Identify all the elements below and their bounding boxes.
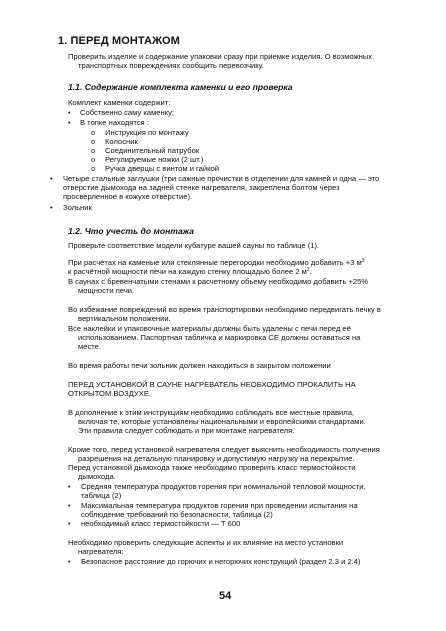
paragraph-line: Все наклейки и упаковочные материалы должны быть удалены с печи перед её (68, 324, 351, 333)
paragraph-line: В саунах с бревенчатыми стенами к расчетному обьему необходимо добавить +25% (68, 277, 369, 286)
page-number: 54 (219, 590, 232, 602)
firebox-item: Соединительный патрубок (105, 146, 200, 155)
paragraph-line: мощности печи. (78, 286, 135, 295)
paragraph-line: В дополнение к этим инструкциям необходимо соблюдать все местные правила, (68, 408, 355, 417)
paragraph-line: вертикальном положении. (78, 314, 171, 323)
plugs-line: Четыре стальные заглушки (три сажные прочистки в отделении для камней и одна — это (63, 174, 380, 183)
firebox-item: Ручка дверцы с винтом и гайкой (105, 164, 219, 173)
plugs-line: просверленное в кожухе отверстие). (63, 192, 193, 201)
bullet-icon: • (50, 174, 53, 183)
subsection-title: 1.2. Что учесть до монтажа (68, 226, 194, 236)
circle-bullet-icon: o (91, 146, 96, 155)
paragraph-line: Во избежание повреждений во время транспортировки необходимо передвигать печку в (68, 305, 381, 314)
intro-line: транспортных повреждениях сообщить перевозчику. (78, 61, 264, 70)
paragraph: Проверьте соответствие модели кубатуре вашей сауны по таблице (1). (68, 241, 320, 250)
chimney-item: таблица (2) (81, 491, 122, 500)
kit-item: Собственно саму каменку; (80, 108, 175, 117)
kit-intro: Комплект каменки содержит: (68, 98, 171, 107)
bullet-icon: • (68, 482, 71, 491)
paragraph-line: месте. (78, 342, 101, 351)
bullet-icon: • (68, 557, 71, 566)
chimney-item: необходимый класс термостойкости — Т 600 (81, 519, 241, 528)
warning-line: ОТКРЫТОМ ВОЗДУХЕ. (68, 389, 151, 398)
paragraph-line: Эти правила следует соблюдать и при монтаже нагревателя. (78, 426, 295, 435)
bullet-icon: • (68, 118, 71, 127)
firebox-item: Колосник (105, 137, 138, 146)
plugs-line: отверстие дымохода на задней стенке нагревателя, закрепленa болтом через (63, 183, 340, 192)
circle-bullet-icon: o (91, 128, 96, 137)
intro-line: Проверить изделие и содержание упаковки сразу при приемке изделия. О возможных (68, 52, 373, 61)
bullet-icon: • (50, 203, 53, 212)
firebox-item: Регулируемые ножки (2 шт.) (105, 155, 204, 164)
circle-bullet-icon: o (91, 155, 96, 164)
paragraph-line: нагревателя: (78, 547, 124, 556)
circle-bullet-icon: o (91, 164, 96, 173)
circle-bullet-icon: o (91, 137, 96, 146)
paragraph: Во время работы печи зольник должен находиться в закрытом положении (68, 361, 331, 370)
safety-item: Безопасное расстояние до горючих и негорючих конструкций (раздел 2.3 и 2.4) (81, 557, 361, 566)
paragraph-line: При расчётах на каменые или стеклянные перегородки необходимо добавить +3 $м^3$ (68, 258, 365, 267)
bullet-icon: • (68, 519, 71, 528)
ashpit-item: Зольник (63, 203, 92, 212)
subsection-title: 1.1. Содержание комплекта каменки и его проверка (68, 82, 293, 92)
firebox-item: Инструкция по монтажу (105, 128, 189, 137)
bullet-icon: • (68, 108, 71, 117)
paragraph-line: использованием. Паспортная табличка и маркировка CE должны оставаться на (78, 333, 361, 342)
warning-line: ПЕРЕД УСТАНОВКОЙ В САУНЕ НАГРЕВАТЕЛЬ НЕОБХОДИМО ПРОКАЛИТЬ НА (68, 380, 356, 389)
paragraph-line: Кроме того, перед установкой нагревателя следует выяснить необходимость получения (68, 445, 380, 454)
paragraph-line: разрешения на детальную планировку и допустимую нагрузку на перекрытие. (78, 454, 355, 463)
paragraph-line: к расчётной мощности печи на каждую стенку площадью более 2 $м^2$. (68, 267, 312, 276)
paragraph-line: дымохода. (78, 472, 116, 481)
section-title: 1. ПЕРЕД МОНТАЖОМ (58, 35, 180, 47)
chimney-item: Средняя температура продуктов горения при номинальной тепловой мощности, (81, 482, 366, 491)
kit-item: В топке находятся : (80, 118, 149, 127)
chimney-item: Максимальная температура продуктов горения при проведении испытания на (81, 501, 358, 510)
paragraph-line: Перед установкой дымохода также необходимо проверить класс термостойкости (68, 463, 356, 472)
chimney-item: соблюдение требований по безопасности, таблица (2) (81, 510, 273, 519)
bullet-icon: • (68, 501, 71, 510)
paragraph-line: Необходимо проверить следующие аспекты и их влияние на место установки (68, 538, 344, 547)
paragraph-line: включая те, которые установлены национальными и европейскими стандартами. (78, 417, 366, 426)
